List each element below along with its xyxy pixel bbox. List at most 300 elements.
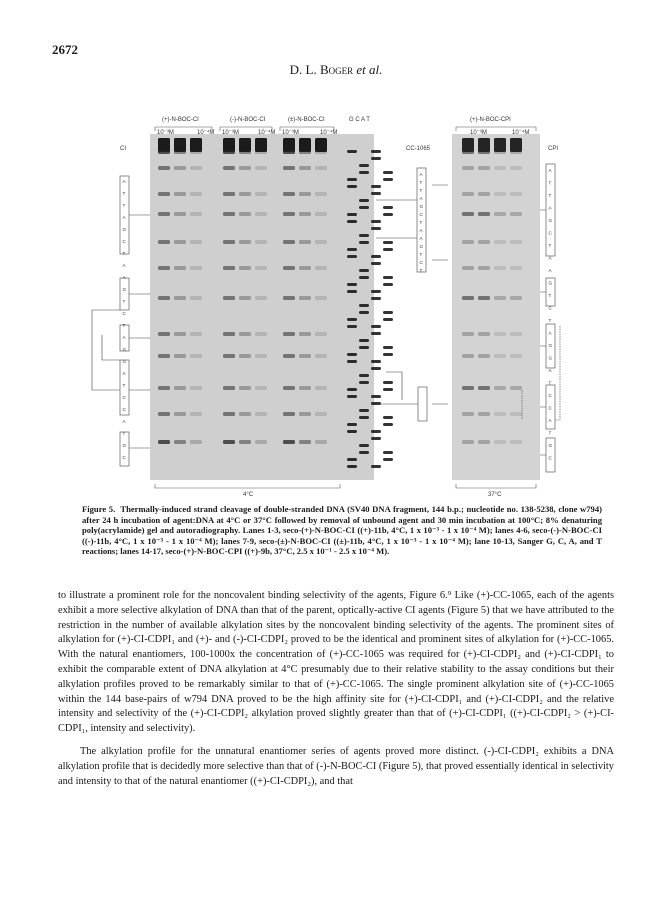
mid-sequence-letters bbox=[420, 172, 424, 273]
gel-band bbox=[510, 296, 522, 300]
sequence-base: T bbox=[419, 188, 423, 193]
sequence-base: C bbox=[548, 455, 552, 461]
gel-band bbox=[239, 192, 251, 196]
gel-band bbox=[283, 266, 295, 270]
sequencing-band bbox=[383, 241, 393, 244]
gel-band bbox=[223, 150, 235, 154]
sequence-base: A bbox=[548, 268, 552, 273]
sequence-base: A bbox=[419, 236, 423, 241]
gel-band bbox=[510, 192, 522, 196]
gel-band bbox=[283, 150, 295, 154]
gel-band bbox=[158, 386, 170, 390]
sequence-base: T bbox=[419, 220, 423, 225]
gel-band bbox=[223, 192, 235, 196]
figure-caption-text: Thermally-induced strand cleavage of double-stranded DNA (SV40 DNA fragment, 144 b.p.; nucleotide no. 138-5238, clone w794) after 24 h incubation of agent:DNA at 4°C or 37°C followed by removal of unbound agent and 30 min incubation at 100°C; 8% denaturing poly(acrylamide) gel and autoradiography. Lanes 1-3, seco-(+)-N-BOC-CI ((+)-11b, 4°C, 1 x 10⁻³ - 1 x 10⁻⁴ M); lanes 4-6, seco-(-)-N-BOC-CI ((-)-11b, 4°C, 1 x 10⁻³ - 1 x 10⁻⁴ M); lanes 7-9, seco-(±)-N-BOC-CI ((±)-11b, 4°C, 1 x 10⁻³ - 1 x 10⁻⁴ M); lane 10-13, Sanger G, C, A, and T reactions; lanes 14-17, seco-(+)-N-BOC-CPI ((+)-9b, 37°C, 2.5 x 10⁻¹ - 2.5 x 10⁻⁴ M). bbox=[82, 504, 603, 557]
sequencing-band bbox=[347, 185, 357, 188]
gel-band bbox=[239, 412, 251, 416]
gel-band bbox=[174, 440, 186, 444]
sequencing-band bbox=[347, 213, 357, 216]
gel-band bbox=[299, 166, 311, 170]
gel-band bbox=[299, 440, 311, 444]
sequencing-band bbox=[383, 283, 393, 286]
sequence-base: T bbox=[548, 430, 552, 436]
sequence-base: A bbox=[122, 335, 126, 340]
sequencing-band bbox=[347, 353, 357, 356]
gel-band bbox=[283, 212, 295, 216]
gel-band bbox=[190, 266, 202, 270]
sequence-base: T bbox=[419, 252, 423, 257]
gel-band bbox=[190, 150, 202, 154]
gel-band bbox=[510, 212, 522, 216]
sequence-base: T bbox=[122, 251, 126, 256]
sequence-base: G bbox=[122, 347, 127, 352]
sequencing-band bbox=[371, 227, 381, 230]
conc-high-3: 10⁻³M bbox=[282, 130, 299, 136]
conc-low-2: 10⁻⁴M bbox=[258, 130, 276, 136]
gel-band bbox=[190, 386, 202, 390]
gel-band bbox=[510, 150, 522, 154]
sequence-base: T bbox=[548, 380, 552, 386]
sequencing-band bbox=[347, 318, 357, 321]
gel-band bbox=[315, 240, 327, 244]
sequence-base: G bbox=[122, 359, 127, 364]
gel-band bbox=[223, 266, 235, 270]
gel-band bbox=[283, 166, 295, 170]
gel-band bbox=[158, 440, 170, 444]
sequence-base: G bbox=[548, 355, 553, 361]
label-racemic-boc-ci: (±)-N-BOC-CI bbox=[288, 117, 325, 123]
sequence-base: A bbox=[548, 330, 552, 336]
temp-right: 37°C bbox=[488, 492, 502, 498]
sequencing-band bbox=[359, 304, 369, 307]
sequencing-band bbox=[371, 360, 381, 363]
gel-band bbox=[255, 386, 267, 390]
page-number: 2672 bbox=[52, 42, 78, 57]
gel-band bbox=[239, 166, 251, 170]
sequence-base: A bbox=[122, 215, 126, 220]
sequencing-band bbox=[371, 185, 381, 188]
sequence-base: T bbox=[122, 323, 126, 328]
gel-well-band bbox=[315, 138, 327, 152]
gel-band bbox=[315, 354, 327, 358]
sequence-base: A bbox=[122, 371, 126, 376]
gel-band bbox=[158, 412, 170, 416]
gel-band bbox=[255, 166, 267, 170]
sequencing-band bbox=[359, 416, 369, 419]
sequence-base: C bbox=[122, 239, 126, 244]
gel-band bbox=[283, 440, 295, 444]
body-paragraph-1: to illustrate a prominent role for the noncovalent binding selectivity of the agents, Figure 6.⁹ Like (+)-CC-1065, each of the agents exhibit a more selective alkylation of DNA than that of the parent, optically-active CI agents (Figure 5) that we have attributed to the restriction in the number of available alkylation sites by the noncovalent binding selectivity of the agents. The prominent sites of alkylation for (+)-CI-CDPI₁ and (+)- and (-)-CI-CDPI₂ proved to be the identical and prominent sites of alkylation for (+)-CC-1065. With the natural enantiomers, 100-1000x the concentration of (+)-CC-1065 was required for (+)-CI-CDPI₂ and (+)-CI-CDPI₁ to exhibit the comparable extent of DNA alkylation at 4°C presumably due to their relative stability to the assay conditions but their alkylation profiles proved to be remarkably similar to that of (+)-CC-1065. The single prominent alkylation site of (+)-CC-1065 within the 144 base-pairs of w794 DNA proved to be the high affinity site for (+)-CI-CDPI₁ and (+)-CI-CDPI₂ and the relative intensity and selectivity of the (+)-CI-CDPI₂ alkylation proved slightly greater than that of (+)-CI-CDPI₁ ((+)-CI-CDPI₂ > (+)-CI-CDPI₁, intensity and selectivity). bbox=[58, 590, 614, 735]
sequence-base: A bbox=[548, 418, 552, 423]
sequencing-band bbox=[383, 353, 393, 356]
sequence-base: A bbox=[122, 275, 126, 280]
gel-band bbox=[494, 412, 506, 416]
gel-band bbox=[315, 212, 327, 216]
sequencing-band bbox=[371, 297, 381, 300]
gel-band bbox=[190, 166, 202, 170]
gel-band bbox=[255, 150, 267, 154]
gel-panel-right bbox=[452, 134, 540, 480]
sequencing-band bbox=[383, 311, 393, 314]
sequencing-band bbox=[347, 325, 357, 328]
gel-band bbox=[239, 332, 251, 336]
sequencing-band bbox=[371, 465, 381, 468]
gel-band bbox=[158, 266, 170, 270]
gel-band bbox=[462, 150, 474, 154]
gel-band bbox=[462, 296, 474, 300]
temp-left: 4°C bbox=[243, 492, 254, 498]
gel-band bbox=[255, 412, 267, 416]
gel-band bbox=[174, 166, 186, 170]
gel-band bbox=[315, 266, 327, 270]
sequence-base: G bbox=[419, 204, 424, 209]
gel-band bbox=[315, 192, 327, 196]
gel-band bbox=[478, 296, 490, 300]
sequencing-band bbox=[371, 255, 381, 258]
sequence-base: T bbox=[548, 293, 552, 298]
sequencing-band bbox=[347, 178, 357, 181]
gel-band bbox=[255, 212, 267, 216]
left-sequence-letters bbox=[123, 179, 127, 460]
gel-band bbox=[174, 266, 186, 270]
gel-band bbox=[299, 150, 311, 154]
sequencing-band bbox=[359, 444, 369, 447]
gel-band bbox=[174, 240, 186, 244]
sequencing-band bbox=[383, 458, 393, 461]
gel-band bbox=[283, 332, 295, 336]
sequencing-band bbox=[371, 220, 381, 223]
sequence-base: A bbox=[419, 196, 423, 201]
gel-band bbox=[299, 386, 311, 390]
marker-ci: CI bbox=[120, 146, 126, 152]
gel-band bbox=[478, 240, 490, 244]
sequencing-band bbox=[347, 360, 357, 363]
gel-band bbox=[190, 332, 202, 336]
sequence-base: C bbox=[122, 311, 126, 316]
gel-band bbox=[158, 332, 170, 336]
sequencing-band bbox=[359, 381, 369, 384]
gel-band bbox=[255, 192, 267, 196]
gel-band bbox=[174, 412, 186, 416]
gel-band bbox=[299, 192, 311, 196]
sequencing-band bbox=[359, 241, 369, 244]
body-text bbox=[58, 589, 614, 789]
gel-band bbox=[494, 440, 506, 444]
gel-band bbox=[462, 386, 474, 390]
gel-band bbox=[494, 192, 506, 196]
gel-band bbox=[462, 332, 474, 336]
sequencing-band bbox=[371, 395, 381, 398]
sequencing-band bbox=[347, 150, 357, 153]
gel-band bbox=[174, 386, 186, 390]
gel-band bbox=[239, 296, 251, 300]
gel-band bbox=[239, 354, 251, 358]
gel-band bbox=[478, 332, 490, 336]
sequencing-band bbox=[383, 381, 393, 384]
sequencing-band bbox=[371, 332, 381, 335]
gel-band bbox=[190, 440, 202, 444]
gel-well-band bbox=[299, 138, 311, 152]
sequencing-band bbox=[347, 283, 357, 286]
gel-band bbox=[478, 386, 490, 390]
gel-band bbox=[299, 266, 311, 270]
gel-panel-left bbox=[150, 134, 374, 480]
gel-band bbox=[315, 166, 327, 170]
gel-band bbox=[510, 354, 522, 358]
gel-band bbox=[478, 354, 490, 358]
sequencing-band bbox=[383, 206, 393, 209]
gel-well-band bbox=[462, 138, 474, 152]
gel-band bbox=[174, 212, 186, 216]
sequencing-band bbox=[371, 150, 381, 153]
gel-band bbox=[190, 212, 202, 216]
gel-band bbox=[510, 266, 522, 270]
gel-band bbox=[283, 354, 295, 358]
right-sequence-letters bbox=[549, 168, 553, 461]
sequence-base: C bbox=[419, 260, 423, 265]
sequence-base: C bbox=[122, 455, 126, 460]
gel-band bbox=[478, 440, 490, 444]
gel-well-band bbox=[223, 138, 235, 152]
sequencing-band bbox=[383, 178, 393, 181]
sequence-base: A bbox=[122, 179, 126, 184]
gel-band bbox=[478, 412, 490, 416]
gel-band bbox=[174, 296, 186, 300]
gel-band bbox=[223, 412, 235, 416]
temperature-brackets bbox=[155, 484, 536, 488]
gel-band bbox=[158, 150, 170, 154]
gel-band bbox=[478, 166, 490, 170]
sequencing-band bbox=[371, 437, 381, 440]
sequence-base: A bbox=[122, 263, 126, 268]
sequencing-band bbox=[359, 199, 369, 202]
gel-band bbox=[510, 166, 522, 170]
gel-band bbox=[510, 332, 522, 336]
label-gcat: G C A T bbox=[349, 117, 370, 123]
gel-band bbox=[190, 240, 202, 244]
gel-band bbox=[255, 296, 267, 300]
sequencing-band bbox=[359, 339, 369, 342]
sequencing-band bbox=[347, 395, 357, 398]
gel-band bbox=[223, 166, 235, 170]
sequencing-band bbox=[347, 248, 357, 251]
sequencing-band bbox=[371, 157, 381, 160]
label-plus-boc-cpi: (+)-N-BOC-CPI bbox=[470, 117, 511, 123]
gel-band bbox=[478, 266, 490, 270]
sequence-base: C bbox=[548, 305, 552, 311]
gel-band bbox=[494, 150, 506, 154]
sequencing-band bbox=[359, 409, 369, 412]
gel-band bbox=[223, 354, 235, 358]
body-paragraph-2: The alkylation profile for the unnatural enantiomer series of agents proved more distinct. (-)-CI-CDPI₂ exhibits a DNA alkylation profile that is decidedly more selective than that of (-)-N-BOC-CI (Figure 5), that proved essentially identical in selectivity and intensity to that of the natural enantiomer ((+)-CI-CDPI₂), and that bbox=[58, 745, 614, 787]
gel-band bbox=[174, 354, 186, 358]
sequencing-band bbox=[347, 458, 357, 461]
gel-band bbox=[299, 354, 311, 358]
sequence-base: A bbox=[548, 168, 552, 173]
gel-band bbox=[462, 166, 474, 170]
gel-band bbox=[283, 412, 295, 416]
gel-band bbox=[158, 296, 170, 300]
gel-band bbox=[283, 192, 295, 196]
gel-band bbox=[283, 386, 295, 390]
sequence-base: G bbox=[419, 244, 424, 249]
author-suffix: et al. bbox=[353, 62, 383, 77]
gel-band bbox=[299, 212, 311, 216]
gel-band bbox=[174, 150, 186, 154]
gel-band bbox=[478, 212, 490, 216]
gel-band bbox=[158, 354, 170, 358]
sequencing-band bbox=[359, 171, 369, 174]
sequence-base: T bbox=[122, 383, 126, 388]
gel-band bbox=[494, 332, 506, 336]
sequence-base: G bbox=[122, 443, 127, 448]
sequencing-band bbox=[383, 346, 393, 349]
gel-band bbox=[255, 332, 267, 336]
sequencing-band bbox=[347, 290, 357, 293]
marker-cpi: CPI bbox=[548, 146, 559, 152]
gel-band bbox=[462, 440, 474, 444]
left-sequence-ladder bbox=[92, 176, 150, 466]
sequencing-band bbox=[383, 276, 393, 279]
gel-band bbox=[283, 240, 295, 244]
gel-band bbox=[239, 212, 251, 216]
gel-band bbox=[462, 212, 474, 216]
sequencing-band bbox=[371, 430, 381, 433]
gel-band bbox=[223, 440, 235, 444]
gel-band bbox=[190, 192, 202, 196]
sequence-base: T bbox=[548, 193, 552, 198]
conc-high-1: 10⁻³M bbox=[157, 130, 174, 136]
figure-caption bbox=[82, 504, 602, 557]
sequencing-band bbox=[371, 367, 381, 370]
author-prefix: D. L. bbox=[289, 62, 320, 77]
sequencing-band bbox=[383, 318, 393, 321]
gel-band bbox=[158, 212, 170, 216]
gel-band bbox=[299, 240, 311, 244]
sequence-base: C bbox=[122, 395, 126, 400]
gel-well-band bbox=[158, 138, 170, 152]
sequence-base: T bbox=[548, 318, 552, 323]
sequence-base: T bbox=[548, 243, 552, 248]
sequence-base: T bbox=[548, 180, 552, 186]
conc-high-4: 10⁻³M bbox=[470, 130, 487, 136]
gel-band bbox=[462, 240, 474, 244]
sequence-base: G bbox=[548, 280, 553, 286]
author-name: Boger bbox=[319, 62, 354, 77]
gel-band bbox=[158, 166, 170, 170]
conc-low-3: 10⁻⁴M bbox=[320, 130, 338, 136]
gel-band bbox=[239, 266, 251, 270]
sequence-base: A bbox=[548, 205, 552, 211]
sequence-base: G bbox=[548, 343, 553, 348]
sequence-base: T bbox=[122, 431, 126, 436]
sequencing-band bbox=[371, 192, 381, 195]
gel-band bbox=[223, 212, 235, 216]
sequencing-band bbox=[347, 465, 357, 468]
gel-band bbox=[158, 192, 170, 196]
gel-band bbox=[315, 412, 327, 416]
gel-band bbox=[494, 296, 506, 300]
sequence-base: T bbox=[122, 299, 126, 304]
gel-band bbox=[478, 150, 490, 154]
gel-band bbox=[494, 266, 506, 270]
gel-band bbox=[299, 332, 311, 336]
gel-band bbox=[478, 192, 490, 196]
gel-band bbox=[462, 266, 474, 270]
gel-band bbox=[299, 412, 311, 416]
gel-band bbox=[494, 212, 506, 216]
sequence-base: T bbox=[419, 268, 423, 273]
sequence-base: G bbox=[122, 227, 127, 232]
sequencing-band bbox=[383, 171, 393, 174]
gel-band bbox=[190, 412, 202, 416]
sequencing-band bbox=[347, 220, 357, 223]
sequencing-band bbox=[359, 374, 369, 377]
sequence-base: A bbox=[548, 255, 552, 261]
sequencing-band bbox=[371, 262, 381, 265]
sequencing-band bbox=[383, 416, 393, 419]
gel-band bbox=[255, 354, 267, 358]
gel-band bbox=[223, 296, 235, 300]
sequencing-band bbox=[383, 451, 393, 454]
label-minus-boc-ci: (-)-N-BOC-CI bbox=[230, 117, 266, 123]
gel-band bbox=[315, 386, 327, 390]
gel-band bbox=[190, 296, 202, 300]
gel-well-band bbox=[190, 138, 202, 152]
gel-band bbox=[223, 332, 235, 336]
sequencing-band bbox=[383, 388, 393, 391]
sequencing-band bbox=[371, 325, 381, 328]
conc-low-1: 10⁻⁴M bbox=[197, 130, 215, 136]
sequencing-band bbox=[347, 430, 357, 433]
sequence-base: C bbox=[548, 405, 552, 411]
gel-band bbox=[299, 296, 311, 300]
gel-band bbox=[174, 192, 186, 196]
gel-band bbox=[315, 332, 327, 336]
gel-band bbox=[510, 240, 522, 244]
sequencing-band bbox=[359, 206, 369, 209]
sequence-base: T bbox=[122, 191, 126, 196]
figure-caption-label: Figure 5. bbox=[82, 504, 116, 514]
gel-band bbox=[174, 332, 186, 336]
conc-low-4: 10⁻⁴M bbox=[512, 130, 530, 136]
gel-band bbox=[283, 296, 295, 300]
sequencing-band bbox=[359, 311, 369, 314]
sequencing-band bbox=[359, 276, 369, 279]
gel-band bbox=[190, 354, 202, 358]
sequence-base: T bbox=[419, 180, 423, 185]
sequence-base: G bbox=[122, 287, 127, 292]
gel-band bbox=[239, 150, 251, 154]
gel-band bbox=[239, 440, 251, 444]
sequencing-band bbox=[359, 346, 369, 349]
gel-well-band bbox=[283, 138, 295, 152]
sequencing-band bbox=[347, 255, 357, 258]
gel-band bbox=[510, 412, 522, 416]
sequence-base: A bbox=[548, 368, 552, 373]
sequencing-band bbox=[347, 388, 357, 391]
gel-well-band bbox=[239, 138, 251, 152]
sequence-base: G bbox=[548, 218, 553, 223]
sequence-base: A bbox=[419, 172, 423, 177]
gel-band bbox=[255, 240, 267, 244]
gel-well-band bbox=[255, 138, 267, 152]
sequence-base: C bbox=[548, 230, 552, 236]
gel-well-band bbox=[494, 138, 506, 152]
gel-band bbox=[158, 240, 170, 244]
sequencing-band bbox=[371, 290, 381, 293]
sequence-base: A bbox=[122, 419, 126, 424]
